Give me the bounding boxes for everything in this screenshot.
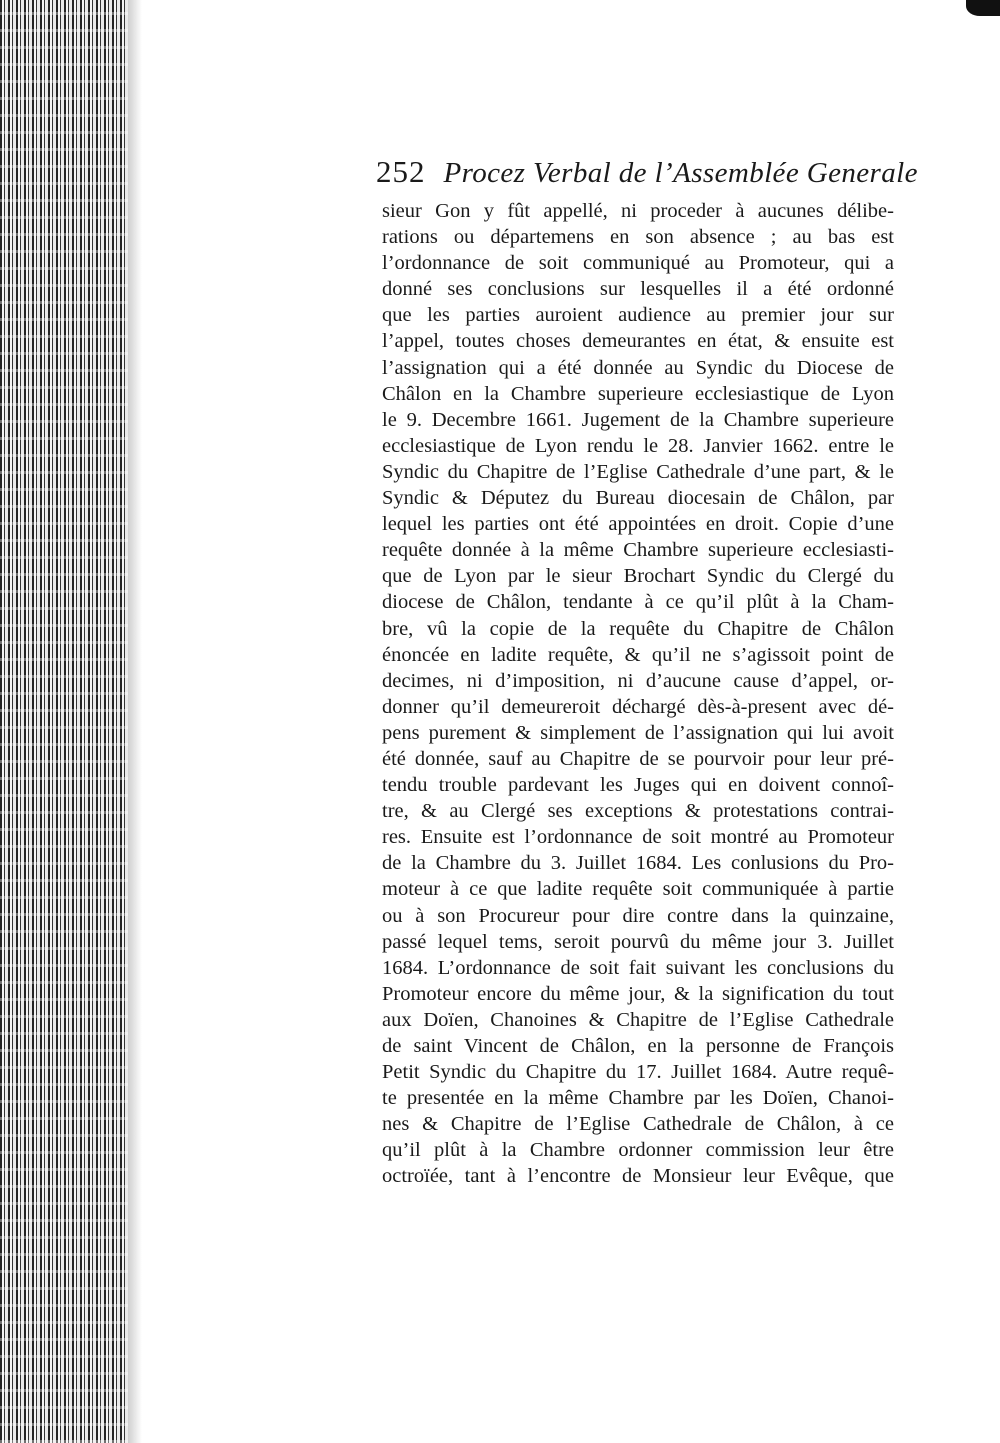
text-line: ou à son Procureur pour dire contre dans la quinzaine, [382,904,894,927]
text-line: l’assignation qui a été donnée au Syndic du Diocese de [382,356,894,379]
body-text [382,198,894,1190]
text-line: nes & Chapitre de l’Eglise Cathedrale de Châlon, à ce [382,1113,894,1136]
text-line: requête donnée à la même Chambre superieure ecclesiasti- [382,539,894,562]
text-line: tendu trouble pardevant les Juges qui en doivent connoî- [382,774,894,797]
text-line: de saint Vincent de Châlon, en la personne de François [382,1035,894,1057]
text-line: qu’il plût à la Chambre ordonner commission leur être [382,1139,894,1162]
text-line: bre, vû la copie de la requête du Chapitre de Châlon [382,617,894,640]
text-line: l’ordonnance de soit communiqué au Promoteur, qui a [382,252,894,275]
text-line: que les parties auroient audience au premier jour sur [382,304,894,327]
text-line: donner qu’il demeureroit déchargé dès-à-present avec dé- [382,695,894,718]
text-line: donné ses conclusions sur lesquelles il a été ordonné [382,278,894,301]
text-line: sieur Gon y fût appellé, ni proceder à aucunes délibe- [382,200,894,222]
page-corner-mark [966,0,1000,16]
page-number: 252 [376,154,426,189]
running-title: Procez Verbal de l’Assemblée Generale [443,157,918,189]
text-line: Syndic & Députez du Bureau diocesain de Châlon, par [382,487,894,510]
book-page-edge [0,0,128,1443]
text-line: moteur à ce que ladite requête soit communiquée à partie [382,878,894,901]
text-line: Petit Syndic du Chapitre du 17. Juillet 1684. Autre requê- [382,1061,894,1084]
text-line: ecclesiastique de Lyon rendu le 28. Janvier 1662. entre le [382,434,894,457]
text-line: pens purement & simplement de l’assignation qui lui avoit [382,721,894,744]
text-line: le 9. Decembre 1661. Jugement de la Chambre superieure [382,408,894,431]
text-line: te presentée en la même Chambre par les Doïen, Chanoi- [382,1087,894,1110]
text-line: l’appel, toutes choses demeurantes en état, & ensuite est [382,330,894,353]
text-line: rations ou départemens en son absence ; au bas est [382,226,894,249]
page-gutter-shadow [128,0,142,1443]
text-line: lequel les parties ont été appointées en droit. Copie d’une [382,513,894,536]
text-line: Châlon en la Chambre superieure ecclesiastique de Lyon [382,382,894,405]
text-line: decimes, ni d’imposition, ni d’aucune cause d’appel, or- [382,669,894,692]
text-line: Syndic du Chapitre de l’Eglise Cathedrale d’une part, & le [382,460,894,483]
text-line: diocese de Châlon, tendante à ce qu’il plût à la Cham- [382,591,894,614]
text-line: été donnée, sauf au Chapitre de se pourvoir pour leur pré- [382,747,894,770]
text-line: 1684. L’ordonnance de soit fait suivant les conclusions du [382,956,894,979]
text-line: tre, & au Clergé ses exceptions & protestations contrai- [382,800,894,823]
text-line: res. Ensuite est l’ordonnance de soit montré au Promoteur [382,826,894,849]
text-line: aux Doïen, Chanoines & Chapitre de l’Eglise Cathedrale [382,1008,894,1031]
text-line: passé lequel tems, seroit pourvû du même jour 3. Juillet [382,930,894,953]
text-line: que de Lyon par le sieur Brochart Syndic du Clergé du [382,565,894,588]
text-line: de la Chambre du 3. Juillet 1684. Les conlusions du Pro- [382,852,894,875]
text-line: énoncée en ladite requête, & qu’il ne s’agissoit point de [382,643,894,666]
text-line: Promoteur encore du même jour, & la signification du tout [382,982,894,1005]
text-line: octroïée, tant à l’encontre de Monsieur leur Evêque, que [382,1165,894,1188]
page-header [376,154,918,198]
